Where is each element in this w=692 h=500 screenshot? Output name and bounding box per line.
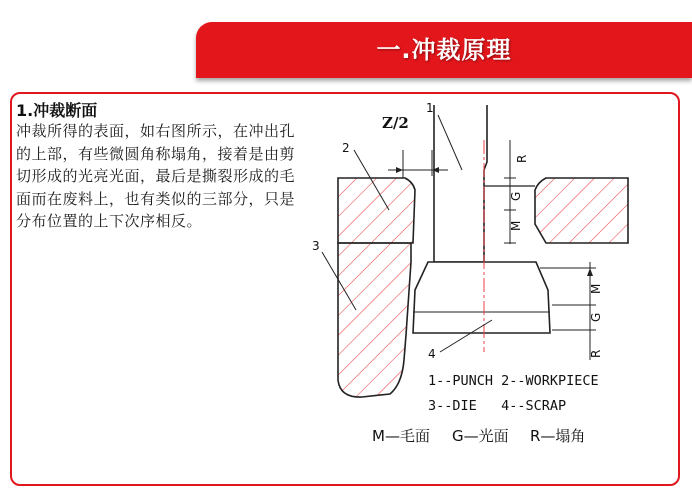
clearance-arrow-right: [432, 167, 439, 173]
clearance-label: Z/2: [382, 114, 409, 132]
upper-dim-m: M: [509, 220, 523, 231]
part-label-4: 4: [428, 347, 436, 361]
part-label-1: 1: [426, 101, 434, 115]
lower-arrow-top: [587, 268, 593, 276]
section-title: 1.冲裁断面: [16, 101, 98, 120]
workpiece-right: [535, 178, 628, 243]
die: [338, 243, 411, 397]
legend-line-2: 3--DIE 4--SCRAP: [428, 398, 567, 414]
section-body-text: 冲裁所得的表面，如右图所示，在冲出孔的上部，有些微圆角称塌角，接着是由剪切形成的光亮光面，最后是撕裂形成的毛面而在废料上，也有类似的三部分，只是分布位置的上下次序相反。: [16, 122, 296, 230]
lower-dim-g: G: [589, 312, 603, 322]
lower-dim-m: M: [589, 283, 603, 294]
upper-dim-r: R: [515, 154, 529, 163]
key-m: M—毛面: [372, 427, 430, 445]
page-title: 一.冲裁原理: [376, 36, 512, 64]
key-r: R—塌角: [530, 427, 586, 445]
lower-dim-r: R: [589, 349, 603, 358]
part-label-2: 2: [342, 141, 350, 155]
part-label-3: 3: [312, 239, 320, 253]
scrap-slug: [413, 262, 550, 333]
key-g: G—光面: [452, 427, 509, 445]
clearance-arrow-left: [396, 167, 403, 173]
leader-1: [438, 115, 462, 170]
legend-line-1: 1--PUNCH 2--WORKPIECE: [428, 373, 599, 389]
punch: [434, 105, 487, 262]
upper-dim-g: G: [509, 191, 523, 201]
